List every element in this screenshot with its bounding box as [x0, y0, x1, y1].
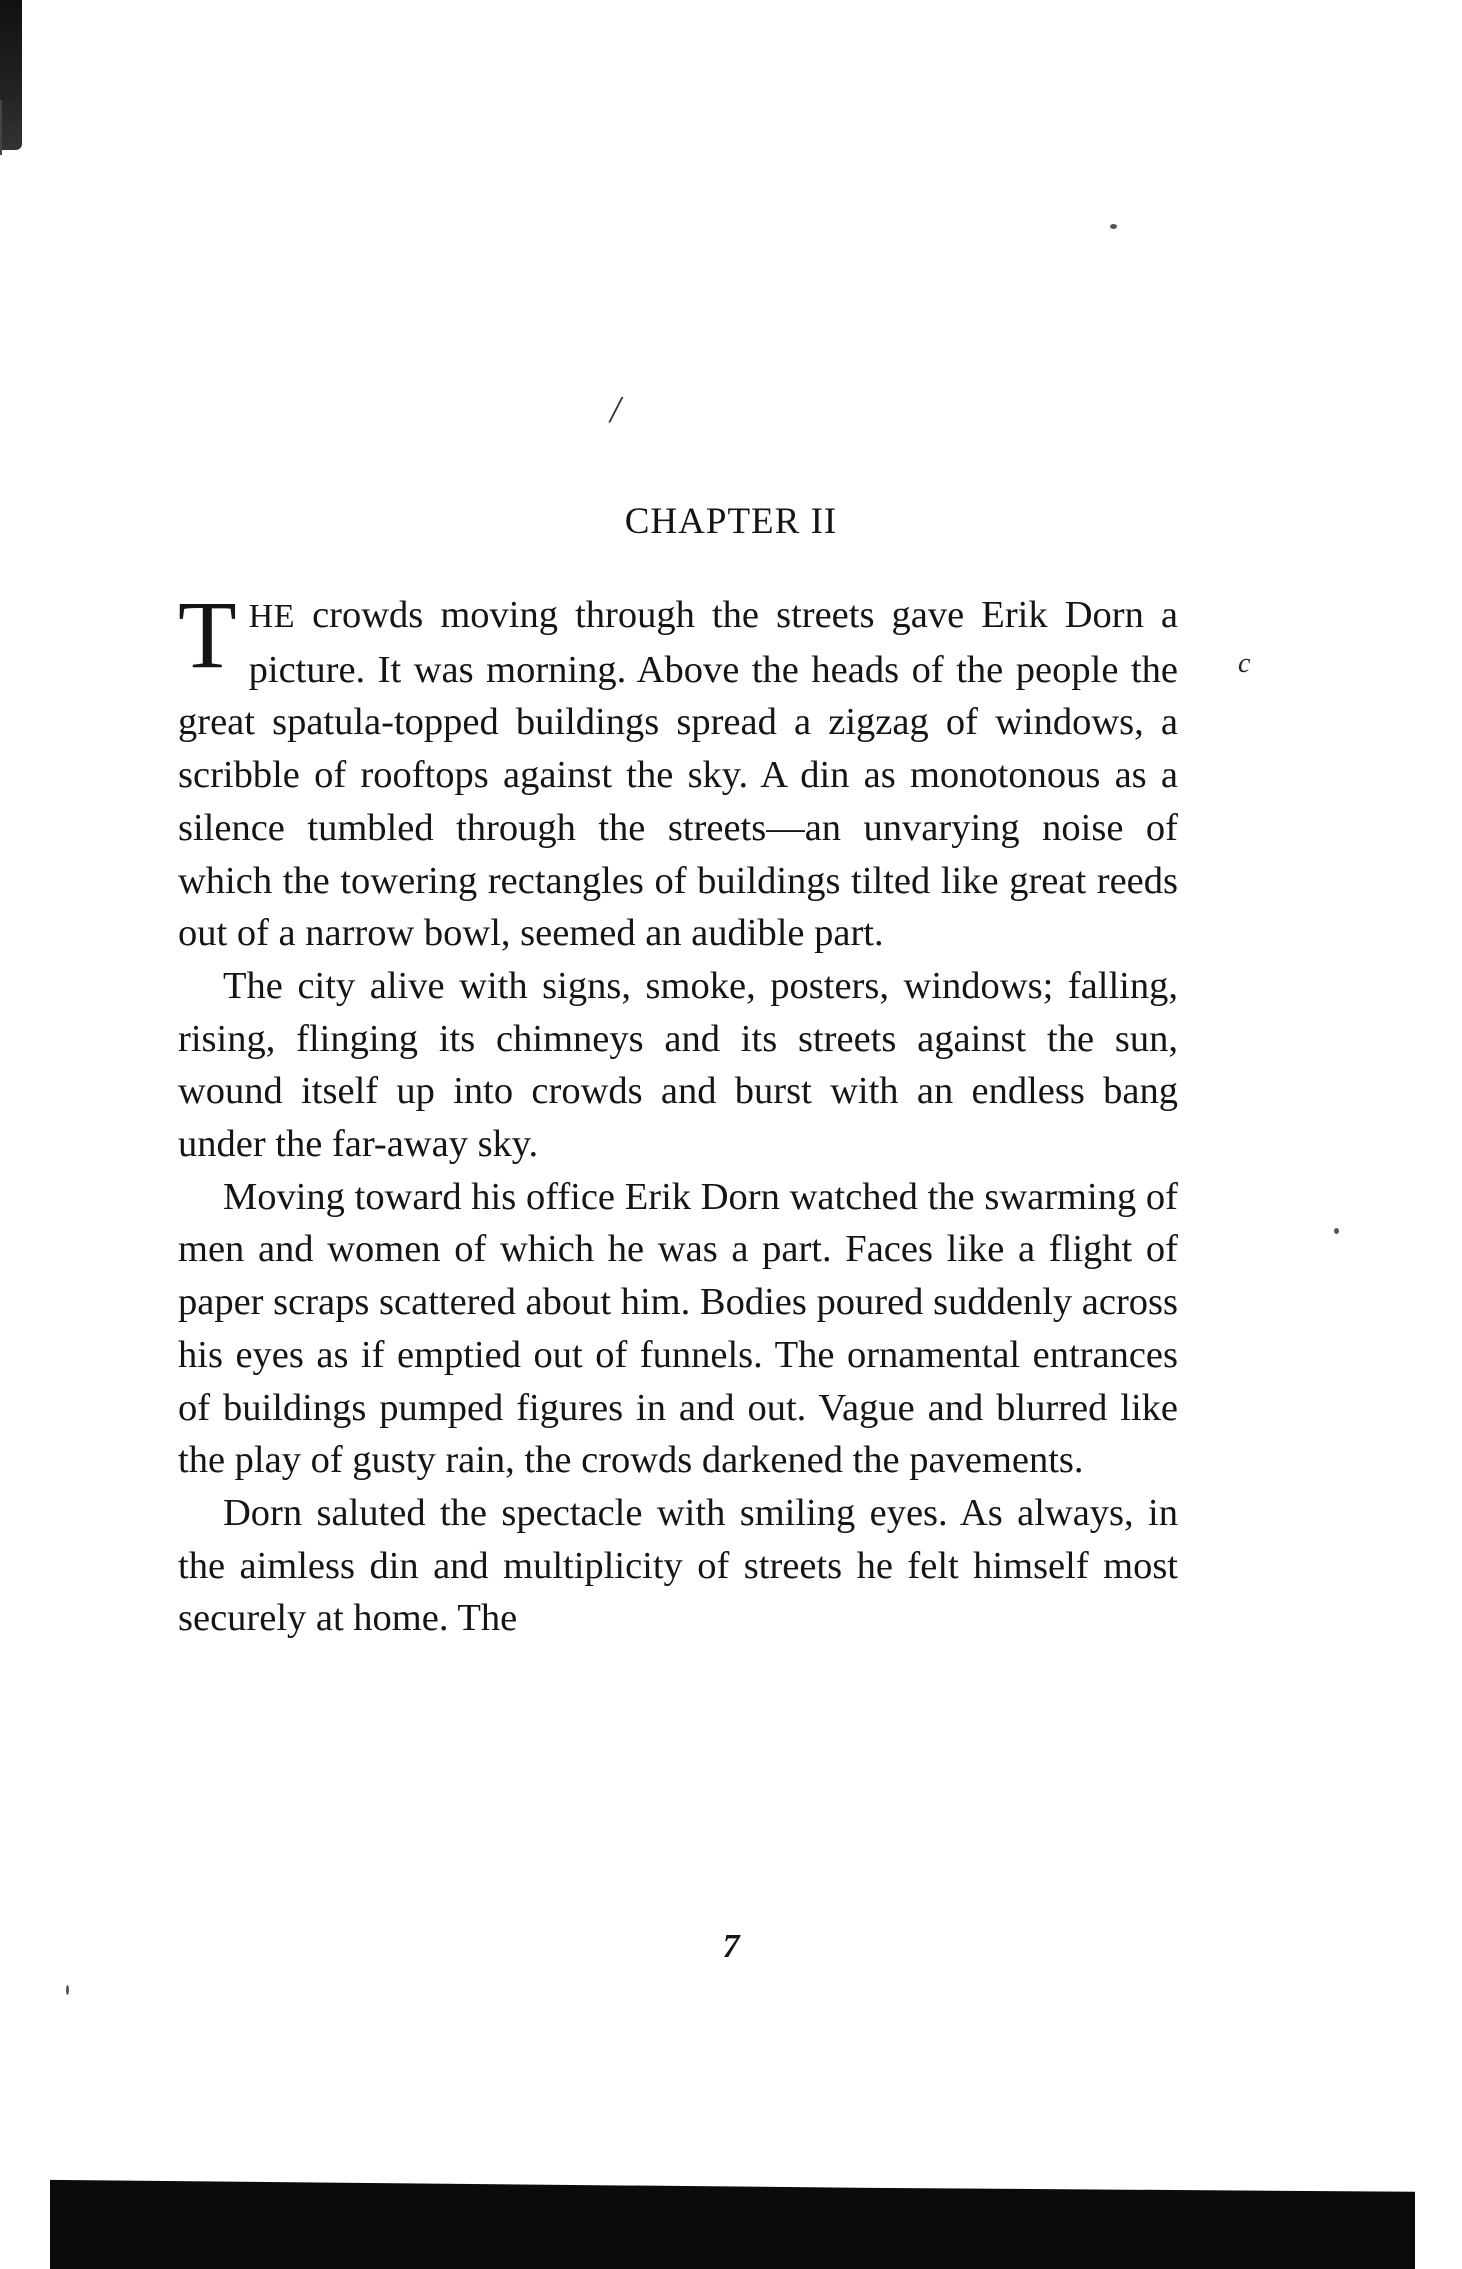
paragraph-4: Dorn saluted the spectacle with smiling eyes. As always, in the aimless din and multiplicity of streets he felt himself most securely at home. The: [178, 1491, 1178, 1640]
scan-edge-artifact: [0, 0, 22, 150]
margin-note: c: [1238, 648, 1251, 679]
page-number: 7: [722, 1928, 740, 1965]
scan-speck: [1110, 224, 1117, 229]
scan-speck: [66, 1985, 69, 1995]
paragraph-3: Moving toward his office Erik Dorn watched the swarming of men and women of which he was a part. Faces like a flight of paper scraps scattered about him. Bodies poured suddenly across his eyes as if emptied out of funnels. The ornamental entrances of buildings pumped figures in and out. Vague and blurred like the play of gusty rain, the crowds darkened the pavements.: [178, 1175, 1178, 1482]
paragraph-1: [178, 581, 1178, 960]
chapter-mark: /: [610, 389, 621, 431]
scan-speck: [1334, 1228, 1339, 1234]
chapter-title: CHAPTER II: [624, 501, 838, 542]
scan-shadow-bar: [50, 2170, 1415, 2269]
paragraph-1-text: crowds moving through the streets gave Erik Dorn a picture. It was morning. Above the heads of the people the great spatula-topped buildings spread a zigzag of windows, a scribble of rooftops against the sky. A din as monotonous as a silence tumbled through the streets—an unvarying noise of which the towering rectangles of buildings tilted like great reeds out of a narrow bowl, seemed an audible part.: [178, 594, 1178, 955]
lead-in: HE: [248, 598, 295, 635]
chapter-text: [178, 581, 1178, 1645]
paragraph-2: The city alive with signs, smoke, posters, windows; falling, rising, flinging its chimneys and its streets against the sun, wound itself up into crowds and burst with an endless bang under the far-away sky.: [178, 964, 1178, 1166]
drop-cap: T: [178, 581, 237, 688]
